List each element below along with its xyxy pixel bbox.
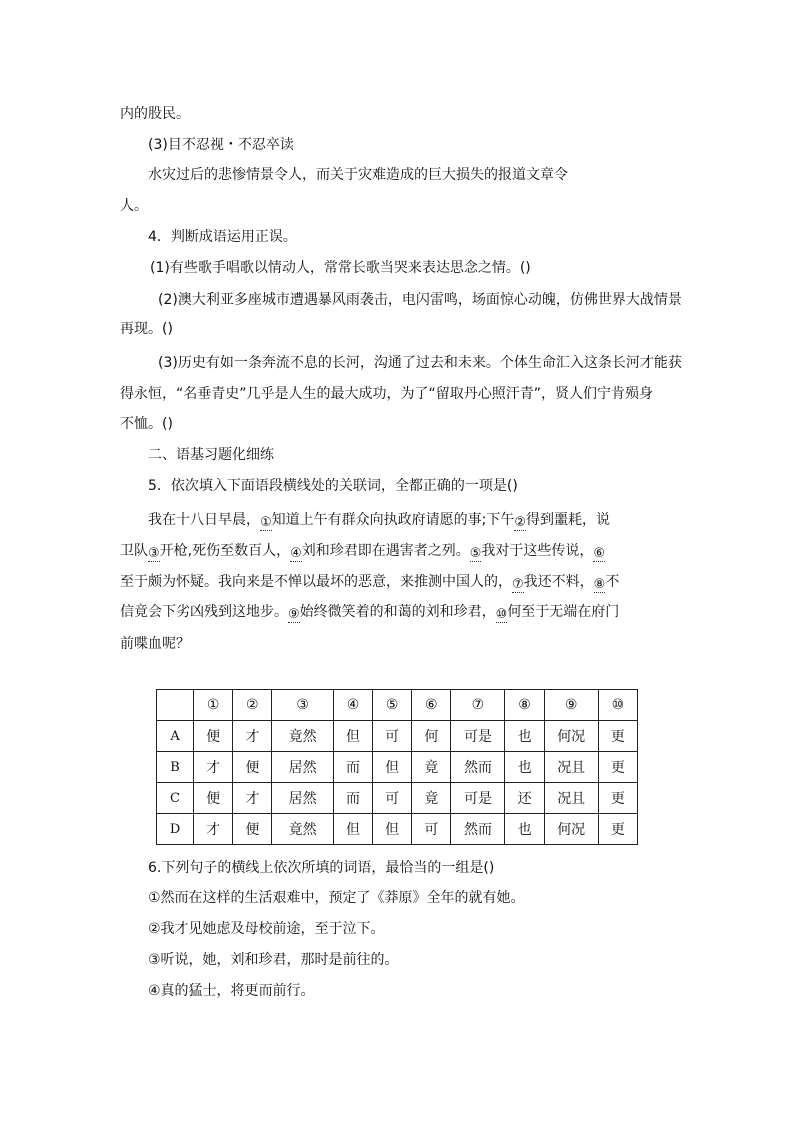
table-row[interactable] <box>157 814 638 845</box>
table-cell: 才 <box>194 752 233 783</box>
sentence-item <box>148 915 794 943</box>
table-row[interactable] <box>157 752 638 783</box>
table-cell: 况且 <box>544 783 598 814</box>
text: 预定了《莽原》全年的就有她。 <box>328 890 525 906</box>
row-label: A <box>157 721 194 752</box>
table-cell: 但 <box>333 814 372 845</box>
text: 二、语基习题化细练 <box>148 447 274 463</box>
text: 再现。( <box>120 321 168 337</box>
table-cell: 也 <box>505 752 544 783</box>
text: 6.下列句子的横线上依次所填的词语，最恰当的一组是( <box>148 860 489 876</box>
table-cell: 然而 <box>451 814 505 845</box>
text: ，而关于灾难造成的巨大损失的报道文章令 <box>302 167 568 183</box>
table-cell: 才 <box>233 721 272 752</box>
question-title <box>148 223 794 251</box>
table-cell: ⑦ <box>451 690 505 721</box>
passage-line <box>120 630 794 658</box>
text: ) <box>167 416 173 432</box>
numbered-blank[interactable]: ④ <box>290 546 302 561</box>
text: (2)澳大利亚多座城市遭遇暴风雨袭击，电闪雷鸣，场面惊心动魄，仿佛世界大战情景 <box>158 292 682 308</box>
text: ③听说，她，刘和珍君，那时是 <box>148 952 343 968</box>
text: (3)目不忍视・不忍卒读 <box>148 137 294 153</box>
text: ) <box>525 260 531 276</box>
table-cell: 更 <box>598 783 637 814</box>
text: (3)历史有如一条奔流不息的长河，沟通了过去和未来。个体生命汇入这条长河才能获 <box>158 355 682 371</box>
table-cell: 便 <box>194 783 233 814</box>
text: 开枪,死伤至数百人， <box>159 543 291 559</box>
sentence-item <box>148 977 794 1005</box>
options-table-body <box>157 690 638 845</box>
text: 不恤。( <box>120 416 168 432</box>
text-line <box>148 161 794 189</box>
table-cell: ② <box>233 690 272 721</box>
numbered-blank[interactable]: ⑨ <box>288 607 300 622</box>
table-cell: ⑥ <box>412 690 451 721</box>
text: 我还不料， <box>523 574 594 590</box>
text: ) <box>488 860 495 876</box>
table-cell: 才 <box>233 783 272 814</box>
table-cell: 可 <box>412 814 451 845</box>
text-line <box>120 380 794 408</box>
table-cell: 才 <box>194 814 233 845</box>
row-label: D <box>157 814 194 845</box>
table-cell: 何况 <box>544 721 598 752</box>
text: 得到噩耗，说 <box>526 512 611 528</box>
table-cell: 也 <box>505 721 544 752</box>
numbered-blank[interactable]: ⑩ <box>495 607 508 622</box>
table-cell: 况且 <box>544 752 598 783</box>
numbered-blank[interactable]: ③ <box>148 546 160 561</box>
question-item <box>150 254 794 282</box>
text: ) <box>167 321 173 337</box>
table-cell: 但 <box>373 814 412 845</box>
text: 至于泣下。 <box>314 921 385 937</box>
table-cell: 还 <box>505 783 544 814</box>
text-line <box>120 315 794 343</box>
table-cell: 何况 <box>544 814 598 845</box>
table-cell: 更 <box>598 752 637 783</box>
table-cell: 可 <box>373 783 412 814</box>
question-title <box>148 854 794 882</box>
passage-line <box>148 506 794 534</box>
text: 。 <box>134 198 148 214</box>
text: ①然而在这样的生活艰难中， <box>148 890 329 906</box>
text: 得永恒，“名垂青史”几乎是人生的最大成功，为了“留取丹心照汗青”，贤人们宁肯殒身 <box>120 386 654 402</box>
passage-line <box>120 568 794 596</box>
text: 不 <box>605 574 620 590</box>
table-cell: 便 <box>194 721 233 752</box>
text: 何至于无端在府门 <box>507 604 620 620</box>
question-item <box>158 349 794 377</box>
table-cell: 居然 <box>272 752 334 783</box>
table-row[interactable] <box>157 783 638 814</box>
table-cell: ① <box>194 690 233 721</box>
text: 至于颇为怀疑。我向来是不惮以最坏的恶意，来推测中国人的， <box>120 574 512 590</box>
text: 4．判断成语运用正误。 <box>148 229 297 245</box>
text-line <box>120 100 794 128</box>
numbered-blank[interactable]: ① <box>260 515 272 530</box>
text: 内 <box>120 106 134 122</box>
row-label <box>157 690 194 721</box>
table-cell: 而 <box>333 783 372 814</box>
table-cell: 竟 <box>412 752 451 783</box>
question-item <box>158 286 794 314</box>
row-label: C <box>157 783 194 814</box>
table-cell: 但 <box>333 721 372 752</box>
text: 的股民。 <box>134 106 190 122</box>
numbered-blank[interactable]: ② <box>514 515 527 530</box>
section-heading <box>148 441 794 469</box>
text: 我对于这些传说， <box>481 543 594 559</box>
table-cell: ⑤ <box>373 690 412 721</box>
numbered-blank[interactable]: ⑧ <box>593 577 606 592</box>
table-cell: 更 <box>598 814 637 845</box>
table-cell: ⑧ <box>505 690 544 721</box>
text: 而前行。 <box>258 983 315 999</box>
sentence-item <box>148 946 794 974</box>
table-cell: ③ <box>272 690 334 721</box>
table-cell: 然而 <box>451 752 505 783</box>
table-cell: 便 <box>233 814 272 845</box>
passage-line <box>120 537 794 565</box>
text: 前往的。 <box>342 952 399 968</box>
table-cell: 竟然 <box>272 814 334 845</box>
text: 前喋血呢？ <box>120 636 190 652</box>
table-cell: 可是 <box>451 783 505 814</box>
question-title <box>148 472 794 500</box>
table-cell: 可 <box>373 721 412 752</box>
numbered-blank[interactable]: ⑤ <box>469 546 482 561</box>
text-line <box>120 192 794 220</box>
table-cell: 竟然 <box>272 721 334 752</box>
text: ) <box>512 478 518 494</box>
table-cell: ⑨ <box>544 690 598 721</box>
text: ④真的猛士，将更 <box>148 983 259 999</box>
numbered-blank[interactable]: ⑥ <box>593 546 606 561</box>
table-cell: 便 <box>233 752 272 783</box>
table-header-row <box>157 690 638 721</box>
text: 知道上午有群众向执政府请愿的事;下午 <box>271 512 515 528</box>
table-cell: 何 <box>412 721 451 752</box>
sentence-item <box>148 884 794 912</box>
text: 始终微笑着的和蔼的刘和珍君， <box>299 604 496 620</box>
table-cell: 居然 <box>272 783 334 814</box>
numbered-blank[interactable]: ⑦ <box>512 577 524 592</box>
table-cell: ⑩ <box>598 690 637 721</box>
text: ②我才见她虑及母校前途， <box>148 921 315 937</box>
text: 我在十八日早晨， <box>148 512 260 528</box>
text: 信竟会下劣凶残到这地步。 <box>120 604 288 620</box>
table-row[interactable] <box>157 721 638 752</box>
table-cell: 也 <box>505 814 544 845</box>
text: 人 <box>120 198 134 214</box>
table-cell: ④ <box>333 690 372 721</box>
question-item-title <box>148 131 794 159</box>
text: 5．依次填入下面语段横线处的关联词，全都正确的一项是( <box>148 478 513 494</box>
text: 刘和珍君即在遇害者之列。 <box>301 543 470 559</box>
table-cell: 竟 <box>412 783 451 814</box>
table-cell: 可是 <box>451 721 505 752</box>
options-table <box>156 689 638 845</box>
text: (1)有些歌手唱歌以情动人，常常长歌当哭来表达思念之情。( <box>150 260 526 276</box>
text: 水灾过后的悲惨情景令人 <box>148 167 302 183</box>
row-label: B <box>157 752 194 783</box>
table-cell: 而 <box>333 752 372 783</box>
table-cell: 更 <box>598 721 637 752</box>
passage-line <box>120 598 794 626</box>
text-line <box>120 410 794 438</box>
table-cell: 但 <box>373 752 412 783</box>
text: 卫队 <box>120 543 148 559</box>
